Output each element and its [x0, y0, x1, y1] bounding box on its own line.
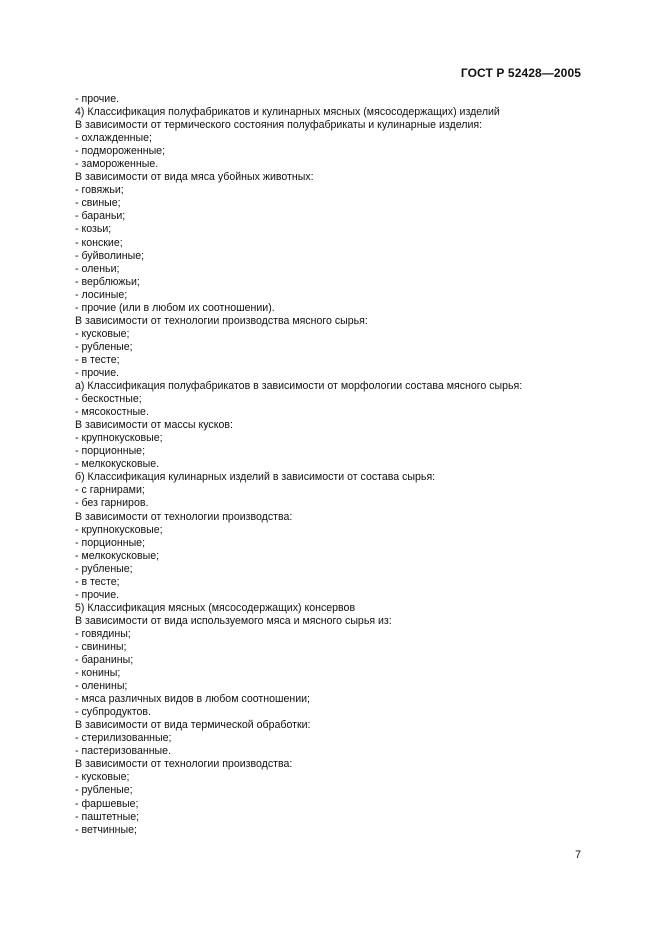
text-line: - буйволиные; — [75, 249, 145, 262]
text-line: - субпродуктов. — [75, 706, 151, 719]
text-line: - конины; — [75, 667, 121, 680]
text-line: - конские; — [75, 236, 123, 249]
text-line: - охлажденные; — [75, 132, 152, 145]
text-line: - порционные; — [75, 445, 146, 458]
text-line: В зависимости от технологии производства: — [75, 510, 293, 523]
text-line: В зависимости от технологии производства мясного сырья: — [75, 314, 368, 327]
text-line: - мелкокусковые; — [75, 549, 160, 562]
text-line: - свиные; — [75, 197, 121, 210]
text-line: - прочие. — [75, 93, 120, 105]
text-line: - прочие. — [75, 588, 120, 601]
text-line: - крупнокусковые; — [75, 432, 163, 445]
text-line: - бескостные; — [75, 393, 142, 406]
text-line: - ветчинные; — [75, 823, 137, 836]
text-line: - оленьи; — [75, 262, 120, 275]
text-line: - говядины; — [75, 627, 131, 640]
text-line: - мяса различных видов в любом соотношении; — [75, 693, 311, 706]
text-line: - подмороженные; — [75, 145, 166, 158]
text-line: - крупнокусковые; — [75, 523, 163, 536]
text-line: а) Классификация полуфабрикатов в зависимости от морфологии состава мясного сырья: — [75, 380, 523, 393]
text-line: - прочие. — [75, 366, 120, 379]
text-line: В зависимости от термического состояния полуфабрикаты и кулинарные изделия: — [75, 119, 483, 132]
text-line: - без гарниров. — [75, 497, 149, 510]
text-line: В зависимости от вида мяса убойных животных: — [75, 171, 314, 184]
text-line: - бараньи; — [75, 210, 126, 223]
text-line: - мелкокусковые. — [75, 458, 160, 471]
text-line: В зависимости от технологии производства: — [75, 758, 293, 771]
text-line: - порционные; — [75, 536, 146, 549]
text-line: - кусковые; — [75, 771, 130, 784]
text-line: - верблюжьи; — [75, 275, 140, 288]
text-line: - паштетные; — [75, 810, 140, 823]
text-line: - в тесте; — [75, 353, 120, 366]
text-line: - прочие (или в любом их соотношении). — [75, 301, 275, 314]
text-line: В зависимости от массы кусков: — [75, 419, 233, 432]
text-line: В зависимости от вида термической обработки: — [75, 719, 311, 732]
text-line: 5) Классификация мясных (мясосодержащих) консервов — [75, 601, 356, 614]
text-line: - рубленые; — [75, 784, 133, 797]
text-line: - стерилизованные; — [75, 732, 172, 745]
text-line: - свинины; — [75, 640, 127, 653]
text-line: - фаршевые; — [75, 797, 139, 810]
page-number: 7 — [575, 849, 581, 861]
text-line: - с гарнирами; — [75, 484, 145, 497]
text-line: - рубленые; — [75, 340, 133, 353]
document-header-standard: ГОСТ Р 52428—2005 — [460, 66, 581, 80]
text-line: - мясокостные. — [75, 406, 149, 419]
text-line: - пастеризованные. — [75, 745, 172, 758]
text-line: б) Классификация кулинарных изделий в зависимости от состава сырья: — [75, 471, 436, 484]
text-line: - оленины; — [75, 680, 128, 693]
document-body — [75, 93, 595, 837]
text-line: 4) Классификация полуфабрикатов и кулинарных мясных (мясосодержащих) изделий — [75, 106, 500, 119]
text-line: - рубленые; — [75, 562, 133, 575]
text-line: - говяжьи; — [75, 184, 124, 197]
text-line: - баранины; — [75, 654, 134, 667]
text-line: В зависимости от вида используемого мяса и мясного сырья из: — [75, 614, 392, 627]
text-line: - козьи; — [75, 223, 112, 236]
text-line: - кусковые; — [75, 327, 130, 340]
text-line: - лосиные; — [75, 288, 128, 301]
text-line: - в тесте; — [75, 575, 120, 588]
text-line: - замороженные. — [75, 158, 159, 171]
